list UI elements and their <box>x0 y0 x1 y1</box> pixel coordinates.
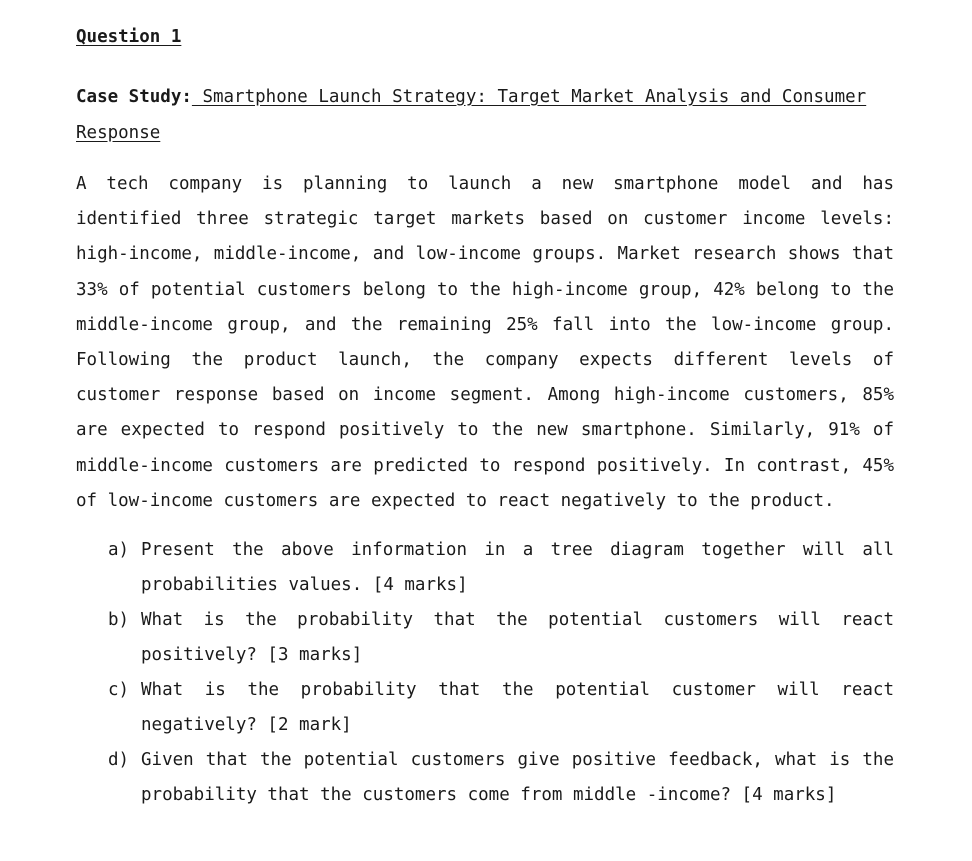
sub-question-c <box>108 673 894 743</box>
sub-question-a <box>108 533 894 603</box>
sub-question-text: Given that the potential customers give positive feedback, what is the probability that the customers come from middle -income? [4 marks] <box>141 750 894 806</box>
sub-question-marker: c) <box>108 680 130 701</box>
sub-question-b <box>108 603 894 673</box>
sub-question-text: What is the probability that the potential customer will react negatively? [2 mark] <box>141 680 894 736</box>
case-study-heading <box>76 79 894 151</box>
sub-question-marker: b) <box>108 610 130 631</box>
sub-question-text: Present the above information in a tree diagram together will all probabilities values. [4 marks] <box>141 540 894 596</box>
case-study-label: Case Study: <box>76 87 192 107</box>
case-study-title: Smartphone Launch Strategy: Target Market Analysis and Consumer Response <box>76 87 867 143</box>
sub-question-marker: d) <box>108 750 130 771</box>
scenario-paragraph: A tech company is planning to launch a new smartphone model and has identified three strategic target markets based on customer income levels: high-income, middle-income, and low-income groups. Market research shows that 33% of potential customers belong to the high-income group, 42% belong to the middle-income group, and the remaining 25% fall into the low-income group. Following the product launch, the company expects different levels of customer response based on income segment. Among high-income customers, 85% are expected to respond positively to the new smartphone. Similarly, 91% of middle-income customers are predicted to respond positively. In contrast, 45% of low-income customers are expected to react negatively to the product. <box>76 174 894 511</box>
question-title: Question 1 <box>76 27 182 47</box>
sub-question-list <box>76 533 894 813</box>
sub-question-text: What is the probability that the potential customers will react positively? [3 marks] <box>141 610 894 666</box>
sub-question-d <box>108 743 894 813</box>
sub-question-marker: a) <box>108 540 130 561</box>
